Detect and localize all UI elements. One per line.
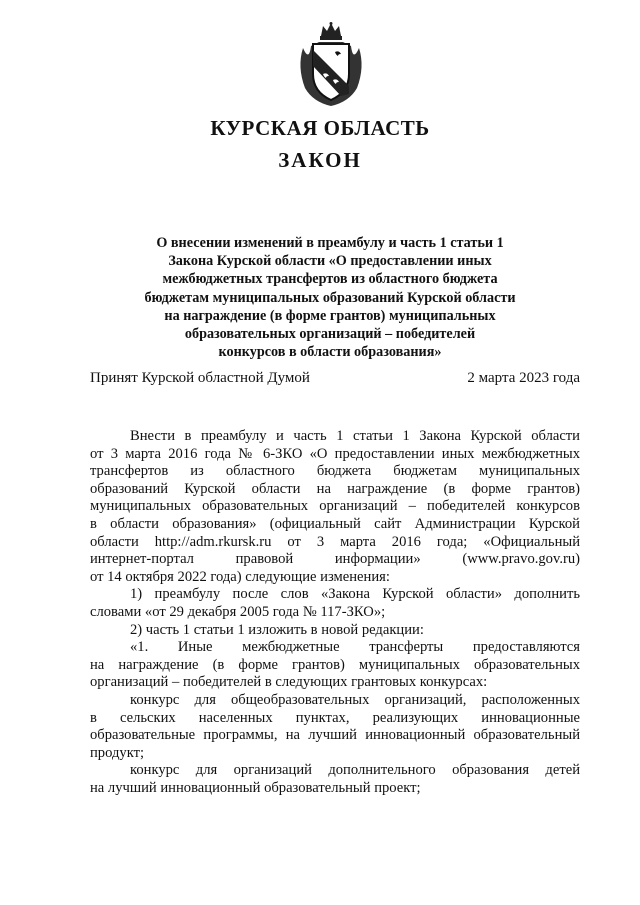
body-line: в области образования» (официальный сайт Администрации Курской	[90, 515, 580, 532]
adoption-line	[90, 370, 580, 390]
title-line: Закона Курской области «О предоставлении иных	[168, 253, 492, 270]
body-line: образовательные программы, на лучший инновационный образовательный	[90, 727, 580, 744]
body-line: на лучший инновационный образовательный проект;	[90, 779, 421, 796]
body-line: словами «от 29 декабря 2005 года № 117-ЗКО»;	[90, 603, 386, 620]
body-line: продукт;	[90, 744, 145, 761]
coat-of-arms-icon	[293, 22, 369, 108]
body-line: муниципальных образовательных организаций – победителей конкурсов	[90, 498, 580, 515]
body-line: от 14 октября 2022 года) следующие изменения:	[90, 568, 390, 585]
body-line: области http://adm.rkursk.ru от 3 марта 2016 года; «Официальный	[90, 533, 580, 550]
body-line: конкурс для организаций дополнительного образования детей	[130, 762, 580, 779]
body-line: от 3 марта 2016 года № 6-ЗКО «О предоставлении иных межбюджетных	[90, 445, 580, 462]
title-line: межбюджетных трансфертов из областного бюджета	[162, 271, 498, 288]
adoption-date: 2 марта 2023 года	[467, 370, 580, 386]
document-type-heading: ЗАКОН	[278, 148, 362, 172]
law-title	[110, 234, 550, 361]
body-line: интернет-портал правовой информации» (www.pravo.gov.ru)	[90, 551, 580, 568]
body-line: в сельских населенных пунктах, реализующих инновационные	[90, 709, 580, 726]
body-line: 1) преамбулу после слов «Закона Курской области» дополнить	[130, 586, 580, 603]
body-line: Внести в преамбулу и часть 1 статьи 1 Закона Курской области	[130, 428, 580, 444]
adopted-by: Принят Курской областной Думой	[90, 370, 310, 386]
body-line: «1. Иные межбюджетные трансферты предоставляются	[130, 639, 580, 656]
title-line: на награждение (в форме грантов) муниципальных	[164, 307, 496, 324]
title-line: бюджетам муниципальных образований Курской области	[144, 289, 516, 306]
body-line: трансфертов из областного бюджета бюджетам муниципальных	[90, 463, 580, 480]
title-line: образовательных организаций – победителей	[184, 326, 476, 343]
title-line: конкурсов в области образования»	[218, 344, 442, 361]
body-line: конкурс для общеобразовательных организаций, расположенных	[130, 691, 580, 708]
region-heading: КУРСКАЯ ОБЛАСТЬ	[210, 116, 430, 140]
body-line: на награждение (в форме грантов) муниципальных образовательных	[90, 656, 580, 673]
body-line: образований Курской области на награждение (в форме грантов)	[90, 480, 580, 497]
title-line: О внесении изменений в преамбулу и часть 1 статьи 1	[156, 235, 504, 251]
body-line: организаций – победителей в следующих грантовых конкурсах:	[90, 674, 488, 691]
body-line: 2) часть 1 статьи 1 изложить в новой редакции:	[130, 621, 424, 638]
law-body	[90, 428, 580, 797]
